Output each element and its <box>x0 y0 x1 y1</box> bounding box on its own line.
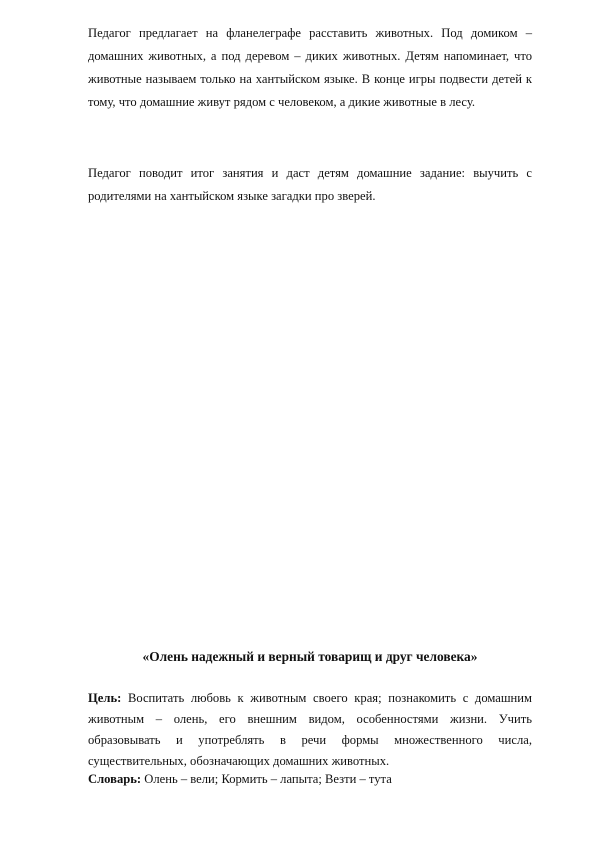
paragraph-lesson-summary: Педагог поводит итог занятия и даст детям домашние задание: выучить с родителями на хантыйском языке загадки про зверей. <box>88 166 532 203</box>
vocab-text: Олень – вели; Кормить – лапыта; Везти – тута <box>141 772 392 786</box>
lesson-goal <box>88 688 532 772</box>
lesson-vocabulary <box>88 769 532 790</box>
goal-label: Цель: <box>88 691 122 705</box>
paragraph-game-instructions: Педагог предлагает на фланелеграфе расставить животных. Под домиком – домашних животных, а под деревом – диких животных. Детям напоминает, что животные называем только на хантыйском языке. В конце игры подвести детей к тому, что домашние живут рядом с человеком, а дикие животные в лесу. <box>88 26 532 109</box>
vocab-label: Словарь: <box>88 772 142 786</box>
lesson-title: «Олень надежный и верный товарищ и друг человека» <box>142 649 478 664</box>
goal-text: Воспитать любовь к животным своего края; познакомить с домашним животным – олень, его внешним видом, особенностями жизни. Учить образовывать и употреблять в речи формы множественного числа, существительных, обозначающих домашних животных. <box>88 691 532 768</box>
